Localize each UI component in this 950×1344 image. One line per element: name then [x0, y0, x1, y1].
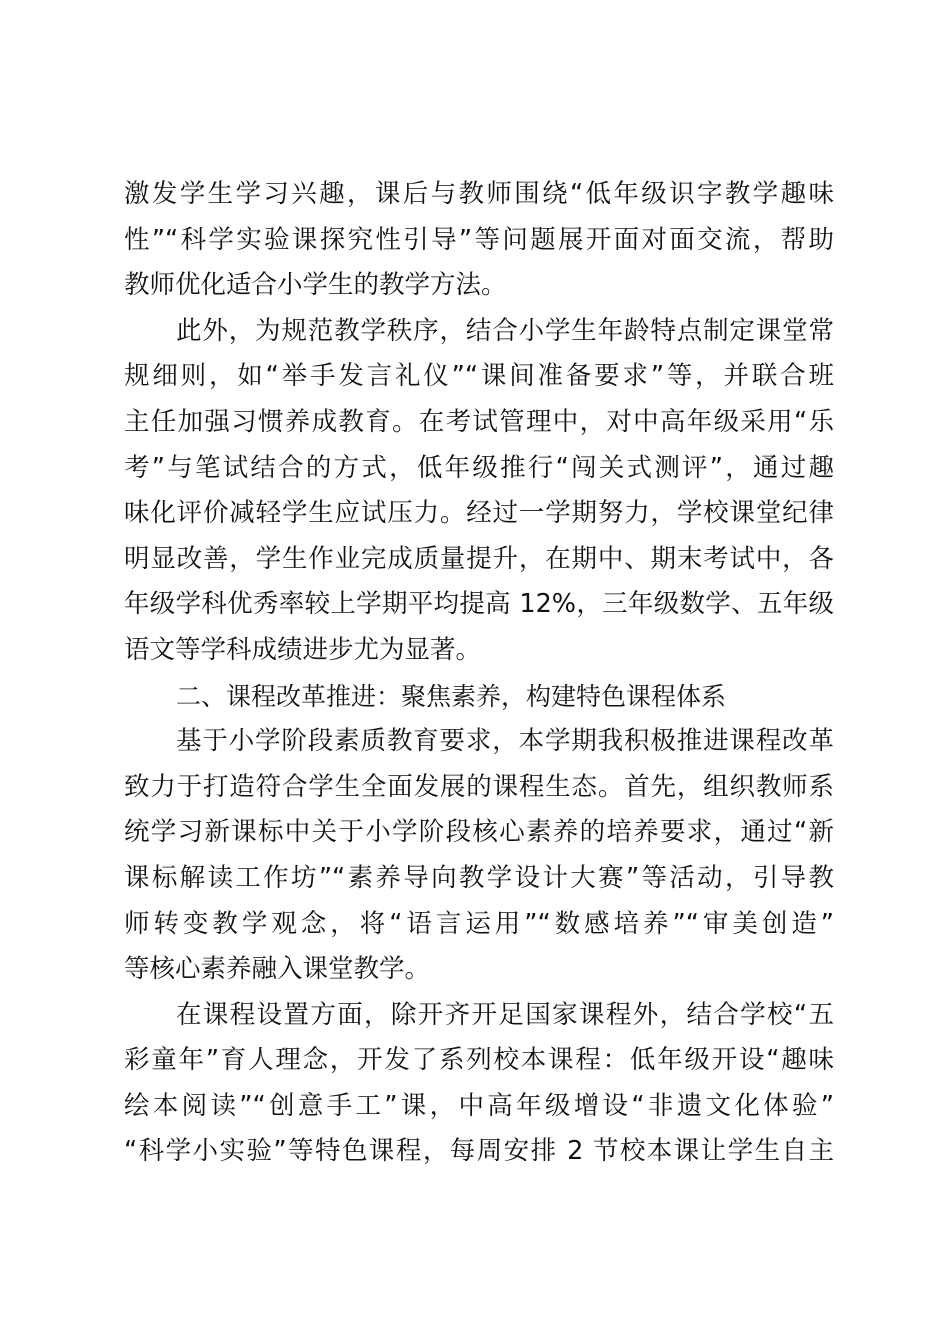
body-line: “科学小实验”等特色课程，每周安排 2 节校本课让学生自主	[124, 1136, 834, 1167]
body-line: 味化评价减轻学生应试压力。经过一学期努力，学校课堂纪律	[124, 498, 834, 529]
paragraph-first-line: 此外，为规范教学秩序，结合小学生年龄特点制定课堂常	[176, 315, 834, 346]
body-line: 绘本阅读”“创意手工”课，中高年级增设“非遗文化体验”	[124, 1090, 834, 1121]
body-line: 彩童年”育人理念，开发了系列校本课程：低年级开设“趣味	[124, 1045, 834, 1076]
body-line: 明显改善，学生作业完成质量提升，在期中、期末考试中，各	[124, 543, 834, 574]
body-line: 致力于打造符合学生全面发展的课程生态。首先，组织教师系	[124, 771, 834, 802]
document-body	[124, 172, 834, 1175]
body-line: 年级学科优秀率较上学期平均提高 12%，三年级数学、五年级	[124, 589, 834, 620]
body-line: 统学习新课标中关于小学阶段核心素养的培养要求，通过“新	[124, 817, 834, 848]
body-line: 师转变教学观念，将“语言运用”“数感培养”“审美创造”	[124, 908, 834, 939]
section-heading: 二、课程改革推进：聚焦素养，构建特色课程体系	[176, 681, 727, 711]
body-line: 语文等学科成绩进步尤为显著。	[124, 634, 482, 665]
body-line: 教师优化适合小学生的教学方法。	[124, 270, 507, 301]
body-line: 性”“科学实验课探究性引导”等问题展开面对面交流，帮助	[124, 224, 834, 255]
paragraph-first-line: 在课程设置方面，除开齐开足国家课程外，结合学校“五	[176, 999, 834, 1030]
paragraph-first-line: 基于小学阶段素质教育要求，本学期我积极推进课程改革	[176, 726, 834, 757]
body-line: 等核心素养融入课堂教学。	[124, 954, 431, 985]
body-line: 激发学生学习兴趣，课后与教师围绕“低年级识字教学趣味	[124, 179, 834, 209]
body-line: 考”与笔试结合的方式，低年级推行“闯关式测评”，通过趣	[124, 452, 834, 483]
body-line: 规细则，如“举手发言礼仪”“课间准备要求”等，并联合班	[124, 361, 834, 392]
body-line: 主任加强习惯养成教育。在考试管理中，对中高年级采用“乐	[124, 406, 834, 437]
body-line: 课标解读工作坊”“素养导向教学设计大赛”等活动，引导教	[124, 862, 834, 893]
